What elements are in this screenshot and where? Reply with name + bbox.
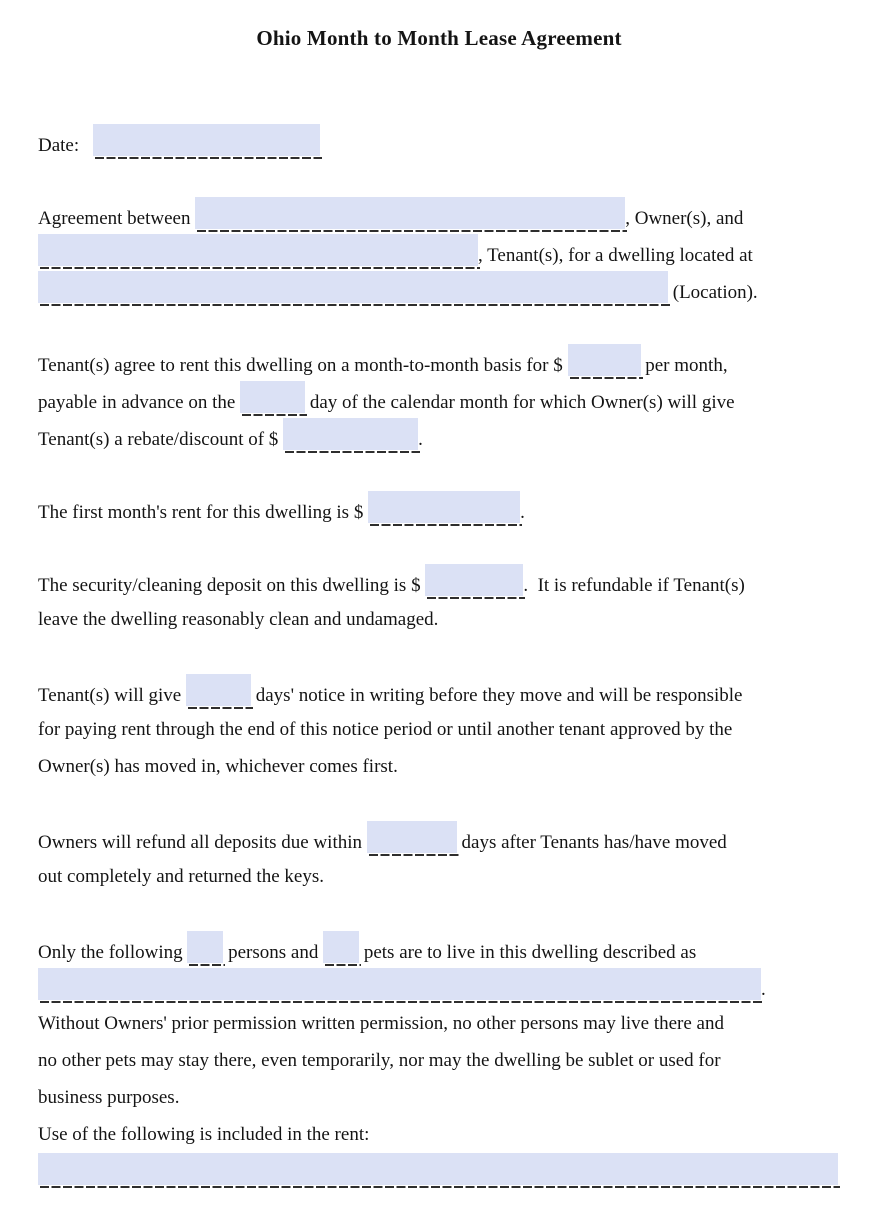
paragraph-parties	[38, 197, 840, 308]
paragraph-security-deposit	[38, 564, 840, 638]
page-title: Ohio Month to Month Lease Agreement	[256, 26, 622, 50]
text-segment: out completely and returned the keys.	[38, 866, 324, 887]
text-segment: for paying rent through the end of this notice period or until another tenant approved by the	[38, 719, 733, 740]
text-line	[38, 1153, 840, 1190]
document-body	[38, 124, 840, 1190]
text-line	[38, 931, 840, 968]
text-segment: The first month's rent for this dwelling is $	[38, 502, 369, 523]
tenants-name-field[interactable]	[38, 234, 478, 266]
paragraph-date	[38, 124, 840, 161]
dwelling-description-field[interactable]	[38, 968, 761, 1000]
text-line	[38, 711, 840, 748]
text-segment: persons and	[223, 942, 324, 963]
text-segment: .	[761, 979, 766, 1000]
rebate-discount-field[interactable]	[283, 418, 418, 450]
text-segment: Only the following	[38, 942, 188, 963]
persons-count-field[interactable]	[187, 931, 223, 963]
text-line	[38, 821, 840, 858]
text-line	[38, 674, 840, 711]
text-segment: business purposes.	[38, 1087, 180, 1108]
text-segment: pets are to live in this dwelling described as	[359, 942, 697, 963]
notice-days-field[interactable]	[186, 674, 251, 706]
pets-count-field[interactable]	[323, 931, 359, 963]
due-day-field[interactable]	[240, 381, 305, 413]
monthly-rent-field[interactable]	[568, 344, 641, 376]
text-line	[38, 124, 840, 161]
text-line	[38, 418, 840, 455]
text-line	[38, 1116, 840, 1153]
text-segment: day of the calendar month for which Owner(s) will give	[305, 392, 735, 413]
paragraph-first-month-rent	[38, 491, 840, 528]
paragraph-occupants	[38, 931, 840, 1190]
date-field[interactable]	[93, 124, 320, 156]
text-segment: days' notice in writing before they move and will be responsible	[251, 685, 743, 706]
text-segment: leave the dwelling reasonably clean and undamaged.	[38, 609, 439, 630]
text-segment: no other pets may stay there, even temporarily, nor may the dwelling be sublet or used for	[38, 1050, 721, 1071]
text-segment: Date:	[38, 135, 94, 156]
paragraph-notice	[38, 674, 840, 785]
text-segment: Owner(s) has moved in, whichever comes first.	[38, 756, 398, 777]
deposit-amount-field[interactable]	[425, 564, 523, 596]
included-in-rent-field[interactable]	[38, 1153, 838, 1185]
owners-name-field[interactable]	[195, 197, 625, 229]
paragraph-deposit-refund	[38, 821, 840, 895]
text-line	[38, 271, 840, 308]
text-line	[38, 968, 840, 1005]
text-line	[38, 381, 840, 418]
text-line	[38, 564, 840, 601]
text-segment: Owners will refund all deposits due within	[38, 832, 367, 853]
text-segment: payable in advance on the	[38, 392, 241, 413]
text-segment: per month,	[640, 355, 728, 376]
text-line	[38, 1042, 840, 1079]
text-segment: . It is refundable if Tenant(s)	[523, 575, 745, 596]
text-segment: , Tenant(s), for a dwelling located at	[478, 245, 753, 266]
text-line	[38, 748, 840, 785]
refund-days-field[interactable]	[367, 821, 457, 853]
text-line	[38, 197, 840, 234]
text-segment: Use of the following is included in the rent:	[38, 1124, 370, 1145]
text-line	[38, 1005, 840, 1042]
text-segment: Agreement between	[38, 208, 196, 229]
text-segment: Tenant(s) a rebate/discount of $	[38, 429, 284, 450]
text-segment: Without Owners' prior permission written permission, no other persons may live there and	[38, 1013, 724, 1034]
text-line	[38, 858, 840, 895]
text-segment: (Location).	[668, 282, 758, 303]
text-line	[38, 344, 840, 381]
text-segment: Tenant(s) agree to rent this dwelling on a month-to-month basis for $	[38, 355, 568, 376]
text-segment: , Owner(s), and	[625, 208, 744, 229]
location-field[interactable]	[38, 271, 668, 303]
text-line	[38, 491, 840, 528]
text-segment: .	[418, 429, 423, 450]
first-month-rent-field[interactable]	[368, 491, 520, 523]
text-line	[38, 234, 840, 271]
text-line	[38, 1079, 840, 1116]
text-segment: .	[520, 502, 525, 523]
paragraph-rent-terms	[38, 344, 840, 455]
text-segment: Tenant(s) will give	[38, 685, 186, 706]
text-segment: days after Tenants has/have moved	[456, 832, 727, 853]
text-segment: The security/cleaning deposit on this dwelling is $	[38, 575, 426, 596]
text-line	[38, 601, 840, 638]
